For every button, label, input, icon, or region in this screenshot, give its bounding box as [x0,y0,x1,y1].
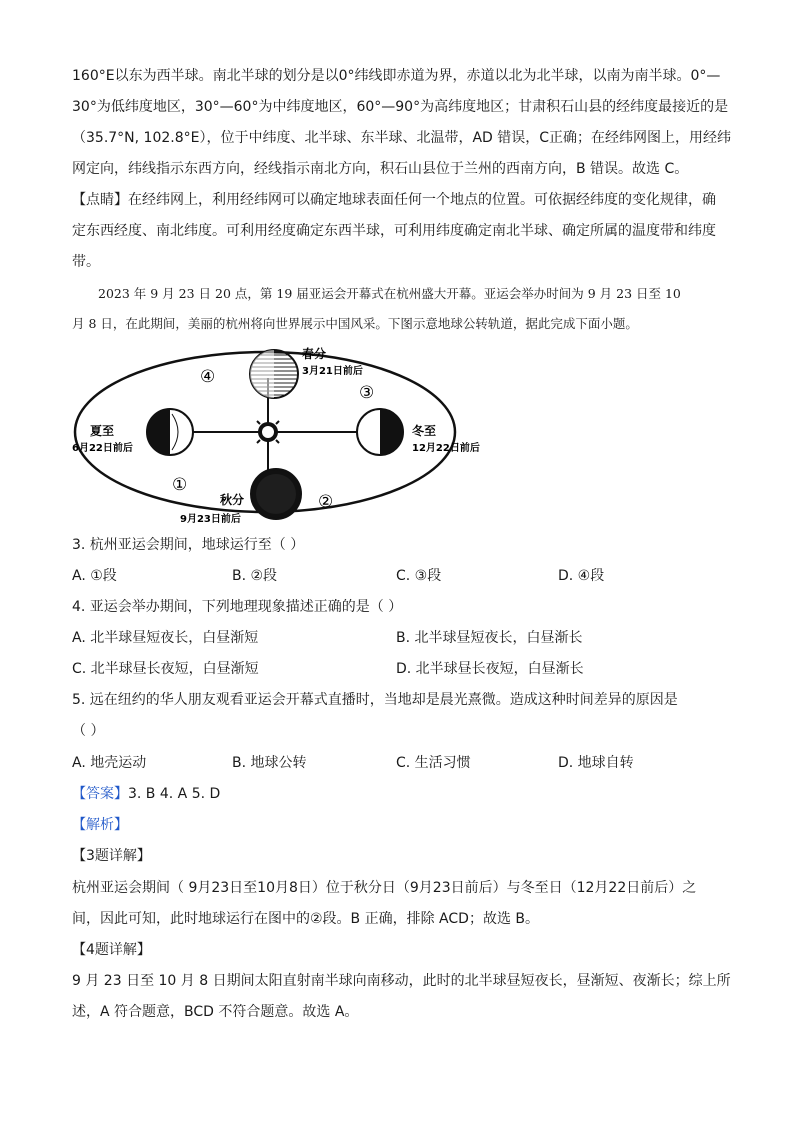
intro-line: 月 8 日，在此期间，美丽的杭州将向世界展示中国风采。下图示意地球公转轨道，据此完成下面小题。 [72,316,638,331]
analysis-tag: 【解析】 [72,817,128,833]
dianjing-tag: 【点睛】 [72,192,128,208]
label-winter-date: 12月22日前后 [412,443,480,454]
q3-option-d: D. ④段 [558,568,605,584]
segment-2-label: ② [318,492,334,512]
q4-option-d: D. 北半球昼长夜短，白昼渐长 [396,661,584,677]
q3-option-a: A. ①段 [72,568,117,584]
text-line: 9 月 23 日至 10 月 8 日期间太阳直射南半球向南移动，此时的北半球昼短夜长，昼渐短、夜渐长；综上所 [72,973,731,989]
text-line: 带。 [72,254,100,270]
text-line: 网定向，纬线指示东西方向，经线指示南北方向，积石山县位于兰州的西南方向，B 错误。故选 C。 [72,161,689,177]
dianjing-line [72,190,716,210]
question-5-stem: 5. 远在纽约的华人朋友观看亚运会开幕式直播时，当地却是晨光熹微。造成这种时间差异的原因是 [72,692,678,708]
q5-option-c: C. 生活习惯 [396,755,471,771]
q5-option-b: B. 地球公转 [232,755,307,771]
segment-1-label: ① [172,475,188,495]
answer-line [72,784,220,804]
earth-winter-solstice [357,409,403,455]
segment-3-label: ③ [359,383,375,403]
segment-4-label: ④ [200,367,216,387]
text-line: 间，因此可知，此时地球运行在图中的②段。B 正确，排除 ACD；故选 B。 [72,911,539,927]
q3-option-b: B. ②段 [232,568,278,584]
text-line: 160°E以东为西半球。南北半球的划分是以0°纬线即赤道为界，赤道以北为北半球，以南为南半球。0°— [72,68,721,84]
label-winter: 冬至 [412,424,437,438]
label-autumn-date: 9月23日前后 [180,514,241,525]
label-summer: 夏至 [90,424,115,438]
q4-option-b: B. 北半球昼短夜长，白昼渐长 [396,630,583,646]
q4-option-a: A. 北半球昼短夜长，白昼渐短 [72,630,259,646]
sun-icon [252,416,284,448]
detail-4-title: 【4题详解】 [72,942,151,958]
text-line: 定东西经度、南北纬度。可利用经度确定东西半球，可利用纬度确定南北半球、确定所属的温度带和纬度 [72,223,716,239]
question-5-paren: （ ） [72,723,105,739]
earth-summer-solstice [147,409,193,455]
q5-option-a: A. 地壳运动 [72,755,147,771]
answer-text: 3. B 4. A 5. D [128,786,221,802]
q5-option-d: D. 地球自转 [558,755,634,771]
detail-3-title: 【3题详解】 [72,848,151,864]
text-line: 在经纬网上，利用经纬网可以确定地球表面任何一个地点的位置。可依据经纬度的变化规律，确 [128,192,716,208]
text-line: 杭州亚运会期间（ 9月23日至10月8日）位于秋分日（9月23日前后）与冬至日（12月22日前后）之 [72,880,697,896]
q4-option-c: C. 北半球昼长夜短，白昼渐短 [72,661,259,677]
earth-autumn-equinox [251,469,301,519]
text-line: 30°为低纬度地区，30°—60°为中纬度地区，60°—90°为高纬度地区；甘肃积石山县的经纬度最接近的是 [72,99,729,115]
answer-tag: 【答案】 [72,786,128,802]
text-line: 述，A 符合题意，BCD 不符合题意。故选 A。 [72,1004,359,1020]
question-3-stem: 3. 杭州亚运会期间，地球运行至（ ） [72,537,305,553]
label-autumn: 秋分 [220,493,245,507]
question-4-stem: 4. 亚运会举办期间，下列地理现象描述正确的是（ ） [72,599,403,615]
intro-line: 2023 年 9 月 23 日 20 点，第 19 届亚运会开幕式在杭州盛大开幕。亚运会举办时间为 9 月 23 日至 10 [98,286,681,301]
text-line: （35.7°N, 102.8°E），位于中纬度、北半球、东半球、北温带，AD 错误，C正确；在经纬网图上，用经纬 [72,130,732,146]
earth-spring-equinox [250,350,298,398]
label-summer-date: 6月22日前后 [72,443,133,454]
orbit-diagram [60,338,500,534]
q3-option-c: C. ③段 [396,568,442,584]
label-spring: 春分 [302,347,327,361]
label-spring-date: 3月21日前后 [302,366,363,377]
